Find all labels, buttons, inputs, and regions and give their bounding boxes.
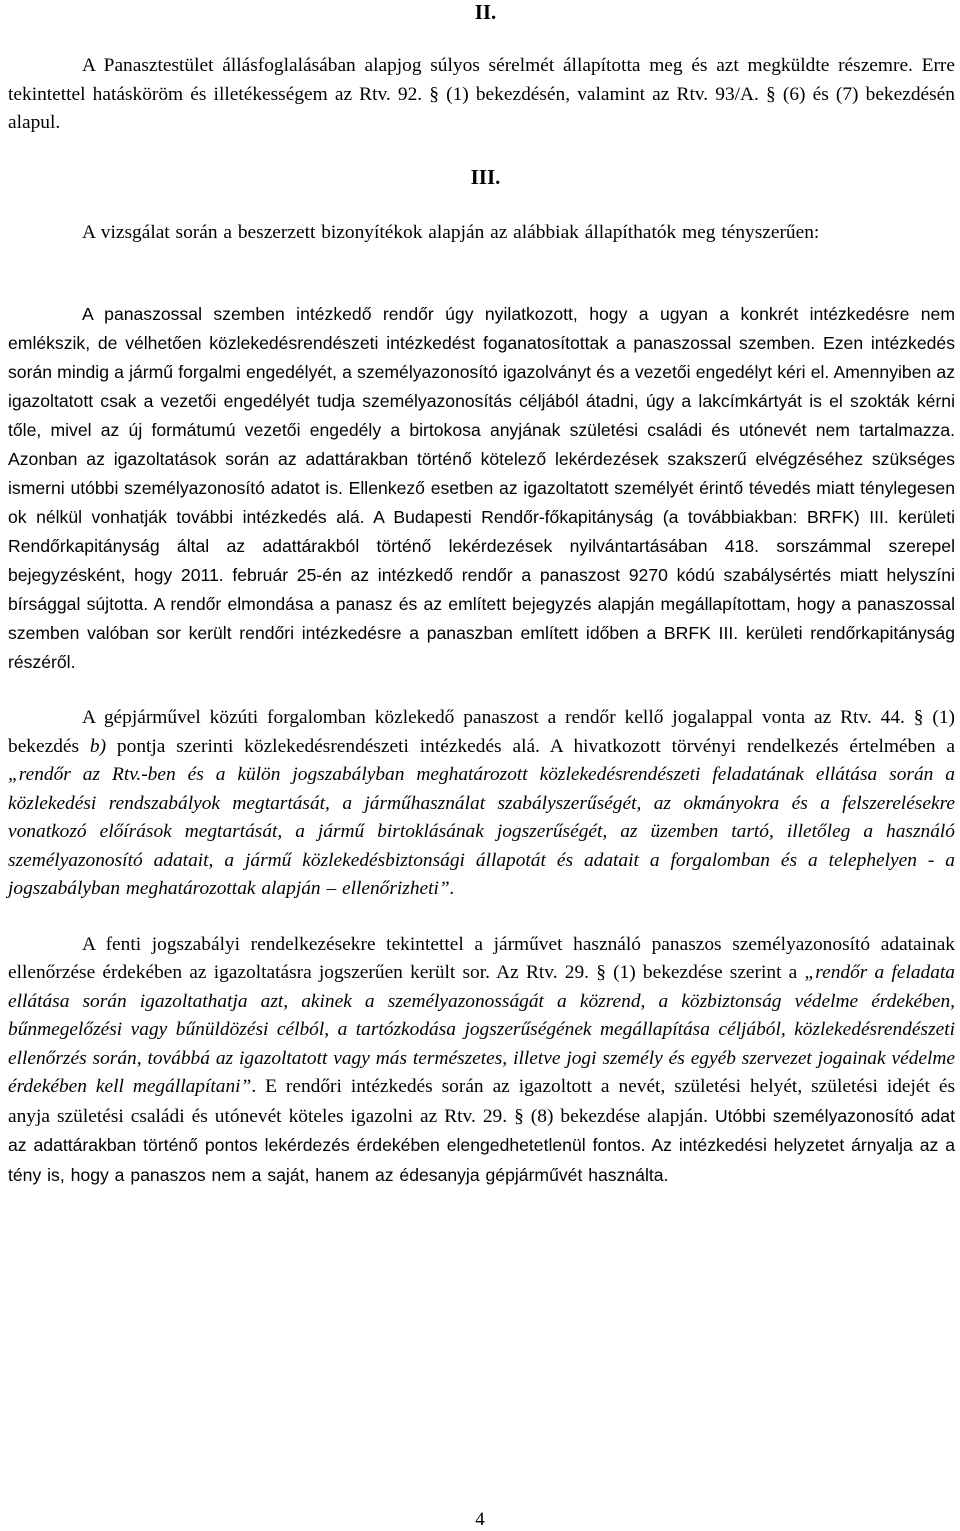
paragraph-competence: A Panasztestület állásfoglalásában alapjog súlyos sérelmét állapította meg és azt megküldte részemre. Erre tekintettel hatásköröm és illetékességem az Rtv. 92. § (1) bekezdésén, valamint az Rtv. 93/A. § (6) és (7) bekezdésén alapul. xyxy=(8,55,955,133)
paragraph-identity-tail: . E rendőri intézkedés során az igazoltott a nevét, születési helyét, születési idejét és anyja születési családi és utónevét köteles igazolni az Rtv. 29. § (8) bekezdése alapján. xyxy=(8,1076,955,1127)
paragraph-vehicle-lead: A gépjárművel közúti forgalomban közlekedő panaszost a rendőr kellő jogalappal vonta az Rtv. 44. § (1) bekezdés xyxy=(8,707,955,757)
paragraph-identity-conclusion: Utóbbi személyazonosító adat az adattárakban történő pontos lekérdezés érdekében elengedhetetlenül fontos. Az intézkedési helyzetet árnyalja az a tény is, hogy a panaszos nem a saját, hanem az édesanyja gépjárművét használta. xyxy=(8,1105,955,1185)
paragraph-vehicle-quote: „rendőr az Rtv.-ben és a külön jogszabályban meghatározott közlekedésrendészeti feladatának ellátása során a közlekedési rendszabályok megtartását, a járműhasználat szabályszerűségét, az okmányokra és a felszerelésekre vonatkozó előírások megtartását, a jármű birtoklásának jogszerűségét, az üzemben tartó, illetőleg a használó személyazonosító adatait, a jármű közlekedésbiztonsági állapotát és adatait a forgalomban és a telephelyen - a jogszabályban meghatározottak alapján – ellenőrizheti”. xyxy=(8,764,955,899)
page-number: 4 xyxy=(475,1509,485,1530)
paragraph-identity-lead: A fenti jogszabályi rendelkezésekre tekintettel a járművet használó panaszos személyazonosító adatainak ellenőrzése érdekében az igazoltatásra jogszerűen került sor. Az Rtv. 29. § (1) bekezdése szerint a xyxy=(8,933,955,983)
paragraph-identity-check xyxy=(8,931,955,1191)
section-heading-iii: III. xyxy=(470,164,501,189)
paragraph-identity-quote: „rendőr a feladata ellátása során igazoltathatja azt, akinek a személyazonosságát a közrend, a közbiztonság védelme érdekében, bűnmegelőzési vagy bűnüldözési célból, a tartózkodása jogszerűségének megállapítása céljából, közlekedésrendészeti ellenőrzés során, továbbá az igazoltatott vagy más természetes, illetve jogi személy és egyéb szervezet jogainak védelme érdekében kell megállapítani” xyxy=(8,962,956,1097)
paragraph-findings-intro: A vizsgálat során a beszerzett bizonyítékok alapján az alábbiak állapíthatók meg tényszerűen: xyxy=(82,221,820,243)
paragraph-vehicle-middle: pontja szerinti közlekedésrendészeti intézkedés alá. A hivatkozott törvényi rendelkezés értelmében a xyxy=(106,735,955,757)
document-page xyxy=(8,0,955,1190)
paragraph-police-statement: A panaszossal szemben intézkedő rendőr úgy nyilatkozott, hogy a ugyan a konkrét intézkedésre nem emlékszik, de vélhetően közlekedésrendészeti intézkedést foganatosítottak a panaszossal szemben. Ezen intézkedés során mindig a jármű forgalmi engedélyét, a személyazonosító igazolványt és a vezetői engedélyt kéri el. Amennyiben az igazoltatott csak a vezetői engedélyét tudja személyazonosítás céljából átadni, úgy a lakcímkártyát is el szokták kérni tőle, mivel az új formátumú vezetői engedély a birtokosa anyjának születési családi és utónevét nem tartalmazza. Azonban az igazoltatások során az adattárakban történő kötelező lekérdezések szakszerű elvégzéséhez szükséges ismerni utóbbi személyazonosító adatot is. Ellenkező esetben az igazoltatott személyét érintő tévedés miatt ténylegesen ok nélkül vonhatják további intézkedés alá. A Budapesti Rendőr-főkapitányság (a továbbiakban: BRFK) III. kerületi Rendőrkapitányság által az adattárakból történő lekérdezések nyilvántartásában 418. sorszámmal szerepel bejegyzésként, hogy 2011. február 25-én az intézkedő rendőr a panaszost 9270 kódú szabálysértés miatt helyszíni bírsággal sújtotta. A rendőr elmondása a panasz és az említett bejegyzés alapján megállapítottam, hogy a panaszossal szemben valóban sor került rendőri intézkedésre a panaszban említett időben a BRFK III. kerületi rendőrkapitányság részéről. xyxy=(8,304,955,672)
section-heading-ii: II. xyxy=(474,0,497,24)
paragraph-vehicle-legal-basis xyxy=(8,704,955,904)
paragraph-vehicle-point: b) xyxy=(89,735,107,757)
